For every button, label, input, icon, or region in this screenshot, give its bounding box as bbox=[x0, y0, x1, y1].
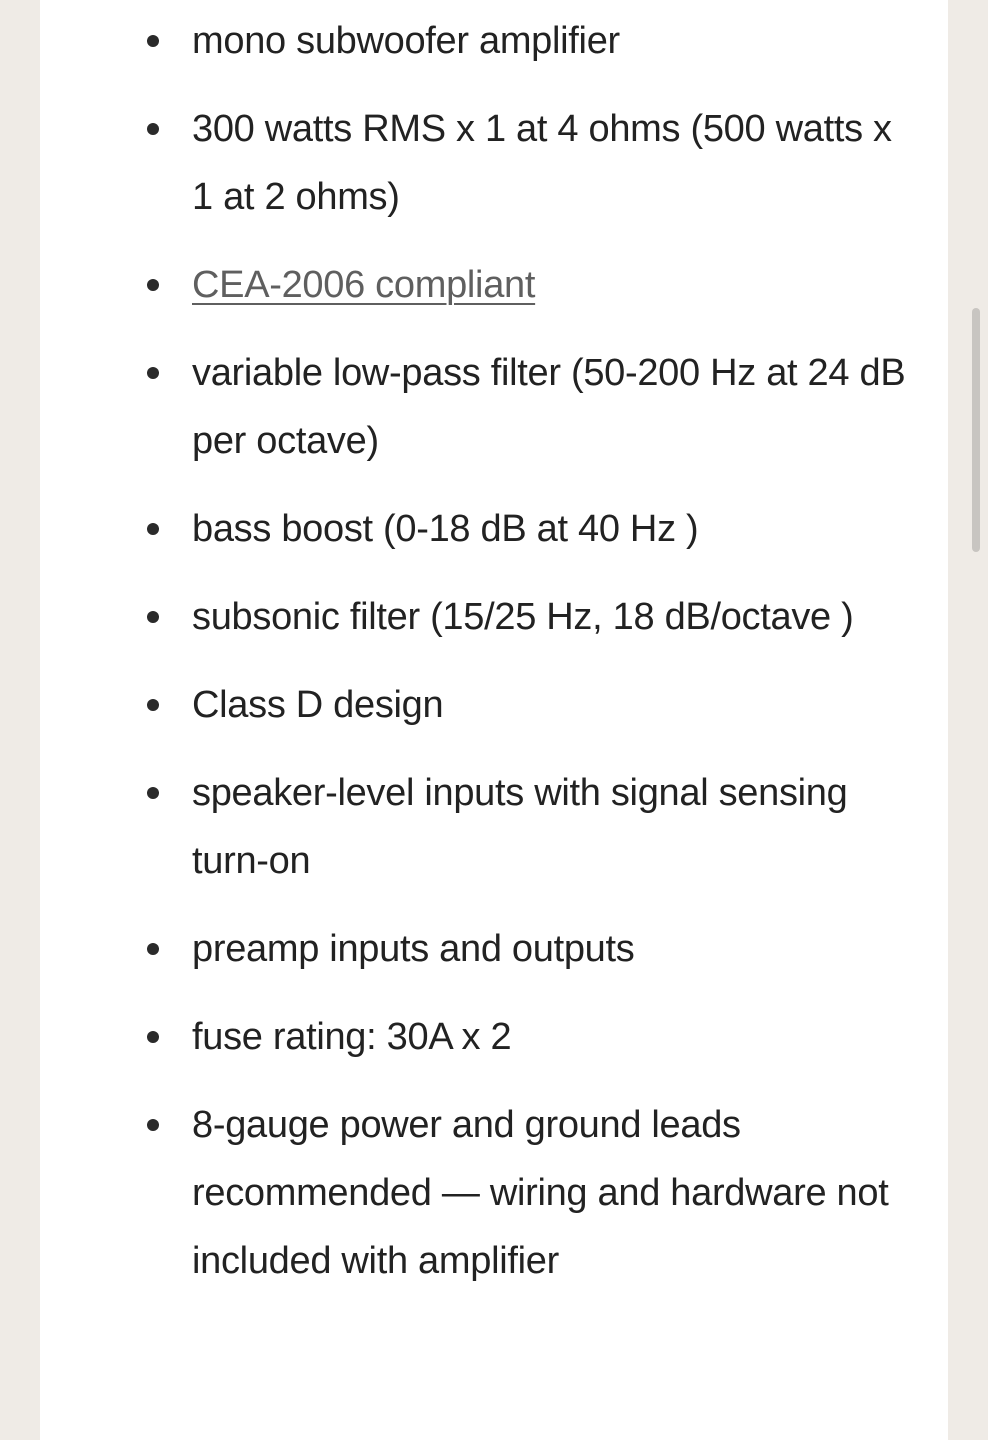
feature-item-preamp-io bbox=[40, 915, 948, 983]
feature-item-wiring-note bbox=[40, 1091, 948, 1295]
bullet-dot bbox=[147, 279, 159, 291]
bullet-dot bbox=[147, 367, 159, 379]
content-panel bbox=[40, 0, 948, 1440]
feature-text: preamp inputs and outputs bbox=[192, 928, 635, 970]
bullet-dot bbox=[147, 35, 159, 47]
scrollbar-thumb[interactable] bbox=[972, 308, 980, 552]
bullet-dot bbox=[147, 611, 159, 623]
bullet-dot bbox=[147, 523, 159, 535]
bullet-dot bbox=[147, 1119, 159, 1131]
feature-item-class-d bbox=[40, 671, 948, 739]
feature-item-speaker-level-inputs bbox=[40, 759, 948, 895]
cea-2006-compliant-link[interactable]: CEA-2006 compliant bbox=[192, 264, 536, 306]
bullet-dot bbox=[147, 123, 159, 135]
feature-item-mono-subwoofer bbox=[40, 7, 948, 75]
feature-text: subsonic filter (15/25 Hz, 18 dB/octave ) bbox=[192, 596, 854, 638]
feature-text: 300 watts RMS x 1 at 4 ohms (500 watts x 1 at 2 ohms) bbox=[192, 108, 892, 218]
bullet-dot bbox=[147, 787, 159, 799]
feature-text: fuse rating: 30A x 2 bbox=[192, 1016, 512, 1058]
feature-text: Class D design bbox=[192, 684, 444, 726]
bullet-dot bbox=[147, 699, 159, 711]
features-list bbox=[40, 7, 948, 1315]
feature-item-cea-compliance bbox=[40, 251, 948, 319]
bullet-dot bbox=[147, 943, 159, 955]
feature-text: variable low-pass filter (50-200 Hz at 24 dB per octave) bbox=[192, 352, 906, 462]
bullet-dot bbox=[147, 1031, 159, 1043]
feature-item-fuse-rating bbox=[40, 1003, 948, 1071]
feature-text: 8-gauge power and ground leads recommended — wiring and hardware not included with amplifier bbox=[192, 1104, 889, 1282]
feature-item-subsonic-filter bbox=[40, 583, 948, 651]
feature-item-power-rating bbox=[40, 95, 948, 231]
feature-text: bass boost (0-18 dB at 40 Hz ) bbox=[192, 508, 699, 550]
feature-text: speaker-level inputs with signal sensing turn-on bbox=[192, 772, 848, 882]
feature-text: mono subwoofer amplifier bbox=[192, 20, 620, 62]
feature-item-bass-boost bbox=[40, 495, 948, 563]
feature-item-low-pass-filter bbox=[40, 339, 948, 475]
